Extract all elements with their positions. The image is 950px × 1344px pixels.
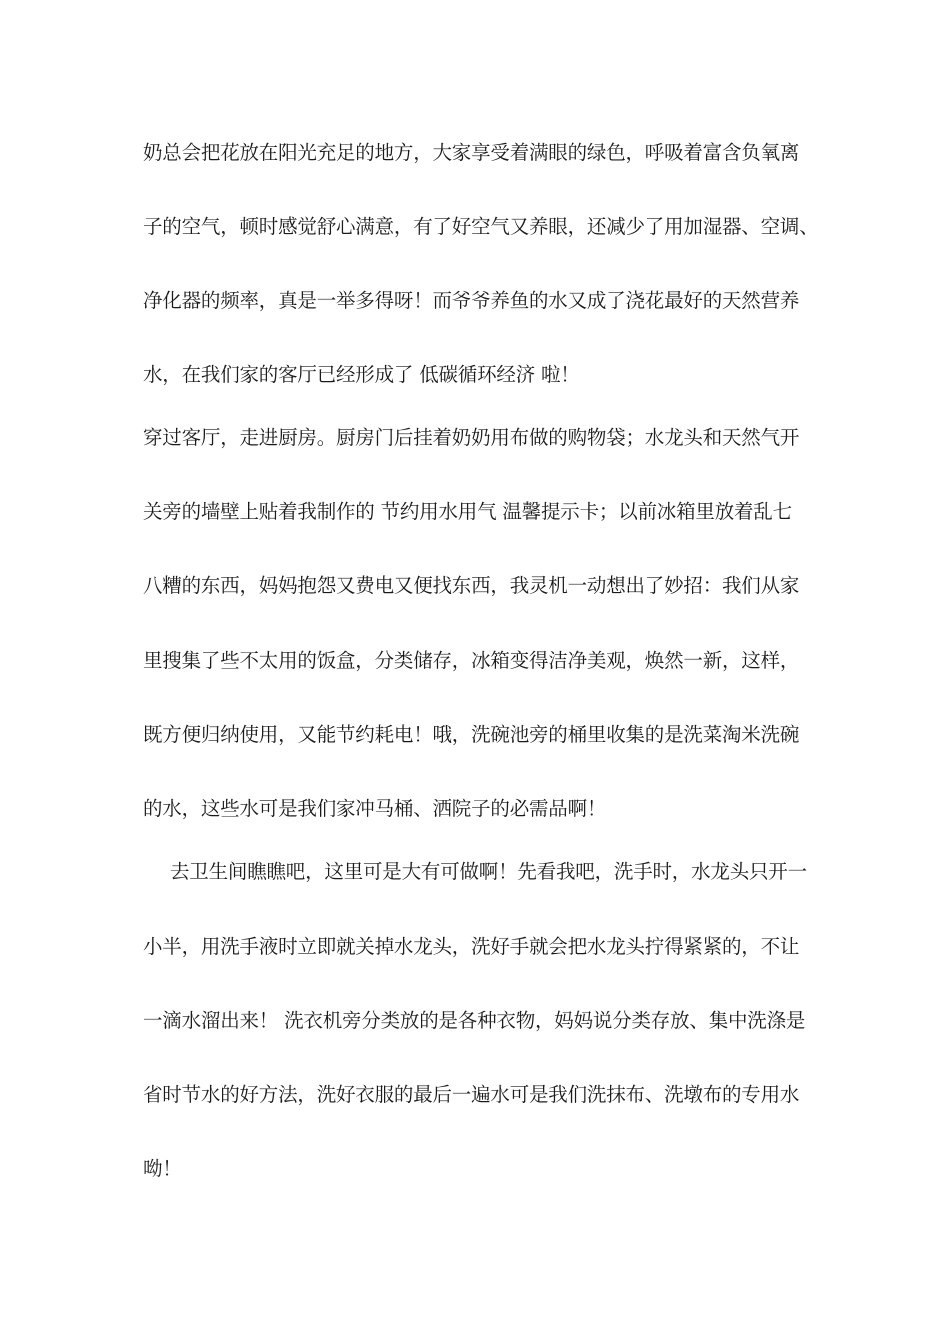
- text-line-11: 去卫生间瞧瞧吧，这里可是大有可做啊！先看我吧，洗手时，水龙头只开一: [170, 860, 807, 883]
- text-line-15: 呦！: [143, 1157, 182, 1180]
- text-line-8: 里搜集了些不太用的饭盒，分类储存，冰箱变得洁净美观，焕然一新，这样，: [143, 649, 800, 672]
- text-line-4: 水，在我们家的客厅已经形成了 低碳循环经济 啦！: [143, 363, 580, 386]
- text-line-9: 既方便归纳使用，又能节约耗电！哦，洗碗池旁的桶里收集的是洗菜淘米洗碗: [143, 723, 800, 746]
- text-line-10: 的水，这些水可是我们家冲马桶、洒院子的必需品啊！: [143, 797, 607, 820]
- text-line-14: 省时节水的好方法，洗好衣服的最后一遍水可是我们洗抹布、洗墩布的专用水: [143, 1083, 800, 1106]
- text-line-2: 子的空气，顿时感觉舒心满意，有了好空气又养眼，还减少了用加湿器、空调、: [143, 215, 819, 238]
- text-line-5: 穿过客厅，走进厨房。厨房门后挂着奶奶用布做的购物袋；水龙头和天然气开: [143, 426, 800, 449]
- text-line-6: 关旁的墙壁上贴着我制作的 节约用水用气 温馨提示卡；以前冰箱里放着乱七: [143, 500, 792, 523]
- text-line-1: 奶总会把花放在阳光充足的地方，大家享受着满眼的绿色，呼吸着富含负氧离: [143, 141, 800, 164]
- text-line-3: 净化器的频率，真是一举多得呀！而爷爷养鱼的水又成了浇花最好的天然营养: [143, 289, 800, 312]
- text-line-7: 八糟的东西，妈妈抱怨又费电又便找东西，我灵机一动想出了妙招：我们从家: [143, 574, 800, 597]
- text-line-12: 小半，用洗手液时立即就关掉水龙头，洗好手就会把水龙头拧得紧紧的，不让: [143, 935, 800, 958]
- text-line-13: 一滴水溜出来！ 洗衣机旁分类放的是各种衣物，妈妈说分类存放、集中洗涤是: [143, 1009, 806, 1032]
